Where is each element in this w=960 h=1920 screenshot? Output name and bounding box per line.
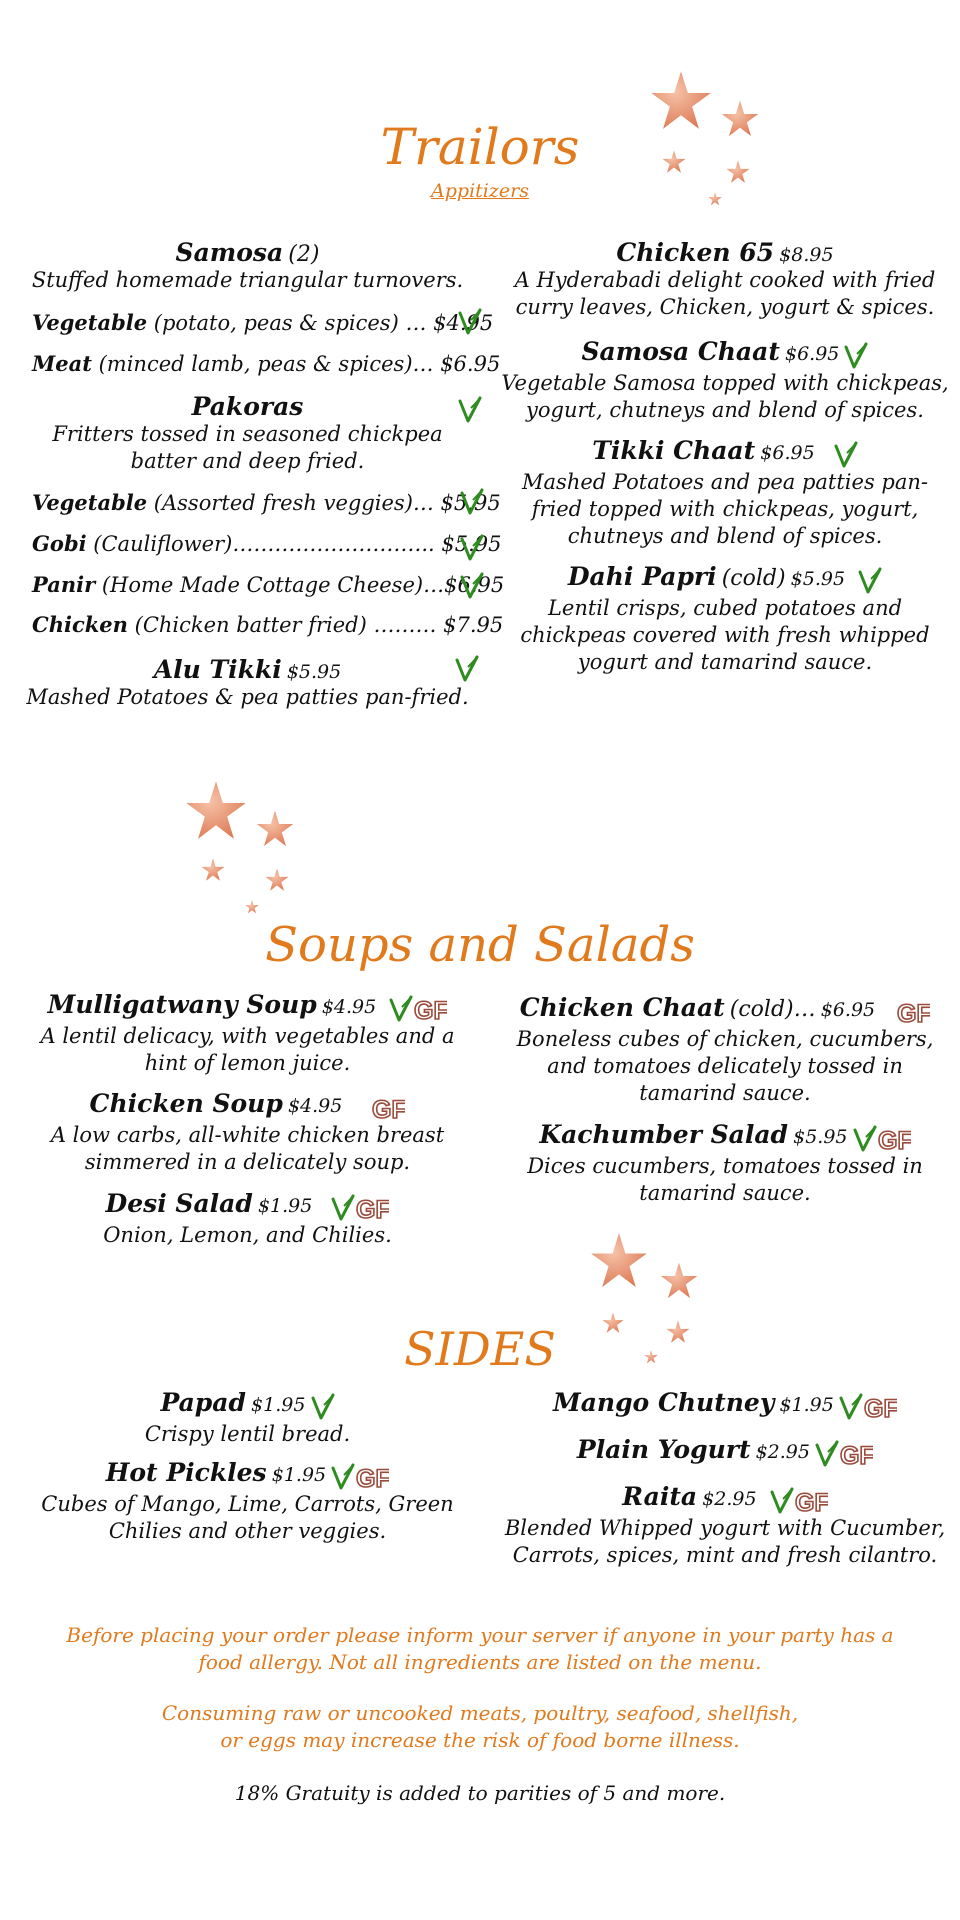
row-detail: (Cauliflower)……………………….. $5.95: [93, 532, 502, 556]
appetizers-title: Trailors: [380, 118, 580, 176]
item-desc-line: yogurt and tamarind sauce.: [577, 649, 873, 674]
item-desc-line: Blended Whipped yogurt with Cucumber,: [504, 1515, 946, 1540]
item-desc-line: chickpeas covered with fresh whipped: [520, 622, 930, 647]
item-price: $8.95: [779, 244, 834, 266]
gluten-free-icon: [839, 1440, 873, 1468]
item-price: $5.95: [286, 661, 342, 683]
item-desc: Mashed Potatoes & pea patties pan-fried.: [26, 685, 469, 709]
item-price: $5.95: [793, 1126, 848, 1148]
item-price: $6.95: [820, 999, 876, 1021]
gluten-free-icon: [413, 995, 447, 1023]
star-icon: [591, 1233, 647, 1287]
dahi-papri-item: [500, 562, 950, 676]
row-detail: (Home Made Cottage Cheese)…$6.95: [101, 573, 505, 597]
item-price: $1.95: [251, 1394, 306, 1416]
chicken-soup-item: [20, 1089, 475, 1176]
pakora-panir-row: [32, 572, 504, 598]
pakoras-item: [20, 392, 475, 475]
row-name: Gobi: [32, 531, 87, 556]
vegetarian-icon: [834, 441, 858, 469]
gluten-free-icon: [863, 1393, 897, 1421]
vegetarian-icon: [839, 1393, 863, 1421]
item-price: $1.95: [257, 1195, 313, 1217]
row-name: Panir: [32, 572, 96, 597]
vegetarian-icon: [331, 1194, 355, 1222]
row-name: Meat: [32, 351, 92, 376]
item-price: $1.95: [271, 1464, 327, 1486]
item-desc-line: chutneys and blend of spices.: [567, 523, 883, 548]
item-desc-line: A low carbs, all-white chicken breast: [50, 1122, 445, 1147]
vegetarian-icon: [853, 1125, 877, 1153]
samosa-item: [20, 238, 475, 294]
samosa-meat-row: [32, 351, 500, 377]
raita-item: [500, 1482, 950, 1569]
vegetarian-icon: [844, 342, 868, 370]
vegetarian-icon: [770, 1487, 794, 1515]
row-name: Chicken: [32, 612, 128, 637]
item-desc-line: Dices cucumbers, tomatoes tossed in: [527, 1153, 923, 1178]
vegetarian-icon: [311, 1393, 335, 1421]
item-name: Samosa Chaat: [581, 337, 780, 366]
kachumber-salad-item: [500, 1120, 950, 1207]
gluten-free-icon: [371, 1094, 405, 1122]
mango-chutney-item: [500, 1388, 950, 1421]
item-desc-line: Lentil crisps, cubed potatoes and: [547, 595, 903, 620]
item-name: Samosa: [175, 238, 284, 267]
item-desc: Stuffed homemade triangular turnovers.: [31, 268, 464, 292]
gluten-free-icon: [896, 998, 930, 1026]
vegetarian-icon: [460, 534, 484, 562]
item-desc-line: Mashed Potatoes and pea patties pan-: [522, 469, 928, 494]
row-name: Vegetable: [32, 310, 148, 335]
samosa-vegetable-row: [32, 310, 493, 336]
vegetarian-icon: [458, 396, 482, 424]
item-name: Chicken Soup: [89, 1089, 283, 1118]
plain-yogurt-item: [500, 1435, 950, 1468]
samosa-chaat-item: [500, 337, 950, 424]
item-desc-line: Cubes of Mango, Lime, Carrots, Green: [41, 1491, 454, 1516]
row-name: Vegetable: [32, 490, 148, 515]
item-desc-line: Vegetable Samosa topped with chickpeas,: [501, 370, 949, 395]
item-desc: Onion, Lemon, and Chilies.: [103, 1222, 392, 1247]
item-name: Dahi Papri: [567, 562, 717, 591]
star-icon: [265, 868, 288, 890]
appetizers-subtitle: Appitizers: [431, 180, 529, 202]
hot-pickles-item: [20, 1458, 475, 1545]
tikki-chaat-item: [500, 436, 950, 550]
item-desc-line: Chilies and other veggies.: [108, 1518, 387, 1543]
chicken-chaat-item: [500, 993, 950, 1107]
allergy-notice-line: Before placing your order please inform your server if anyone in your party has a: [66, 1623, 894, 1647]
soups-salads-title: Soups and Salads: [265, 917, 695, 973]
row-detail: (potato, peas & spices) … $4.95: [153, 311, 494, 335]
star-icon: [661, 1263, 697, 1298]
allergy-notice: [0, 1622, 960, 1676]
gratuity-note: 18% Gratuity is added to parities of 5 and more.: [234, 1781, 726, 1805]
item-desc-line: hint of lemon juice.: [144, 1050, 351, 1075]
vegetarian-icon: [858, 567, 882, 595]
gluten-free-icon: [877, 1125, 911, 1153]
item-price: $4.95: [287, 1095, 343, 1117]
item-name: Desi Salad: [105, 1189, 253, 1218]
vegetarian-icon: [455, 655, 479, 683]
item-name: Hot Pickles: [105, 1458, 267, 1487]
item-desc-line: batter and deep fried.: [130, 449, 365, 473]
item-name: Raita: [622, 1482, 698, 1511]
gluten-free-icon: [355, 1463, 389, 1491]
vegetarian-icon: [458, 308, 482, 336]
item-name: Papad: [160, 1388, 246, 1417]
mulligatwany-item: [20, 990, 475, 1077]
item-name: Kachumber Salad: [539, 1120, 789, 1149]
star-icon: [186, 781, 246, 839]
star-icon: [201, 858, 224, 880]
stars-decoration-middle: [185, 780, 305, 920]
raw-food-warning-line: Consuming raw or uncooked meats, poultry, seafood, shellfish,: [161, 1701, 799, 1725]
vegetarian-icon: [460, 572, 484, 600]
item-desc: Crispy lentil bread.: [144, 1421, 351, 1446]
row-detail: (minced lamb, peas & spices)… $6.95: [98, 352, 501, 376]
item-price: $6.95: [760, 442, 815, 464]
pakora-gobi-row: [32, 531, 501, 557]
papad-item: [20, 1388, 475, 1448]
star-icon: [245, 900, 258, 913]
item-desc-line: Carrots, spices, mint and fresh cilantro.: [512, 1542, 938, 1567]
item-desc-line: fried topped with chickpeas, yogurt,: [531, 496, 919, 521]
item-desc-line: Boneless cubes of chicken, cucumbers,: [516, 1026, 934, 1051]
item-desc-line: A lentil delicacy, with vegetables and a: [40, 1023, 455, 1048]
item-price: $4.95: [321, 996, 377, 1018]
allergy-notice-line: food allergy. Not all ingredients are listed on the menu.: [198, 1650, 762, 1674]
raw-food-warning: [0, 1700, 960, 1754]
item-desc-line: yogurt, chutneys and blend of spices.: [526, 397, 924, 422]
item-name: Pakoras: [191, 392, 304, 421]
row-detail: (Chicken batter fried) ……… $7.95: [134, 613, 504, 637]
pakora-vegetable-row: [32, 490, 501, 516]
item-name: Chicken Chaat: [519, 993, 725, 1022]
item-extra: (2): [288, 242, 320, 267]
item-price: $6.95: [784, 343, 840, 365]
vegetarian-icon: [331, 1463, 355, 1491]
item-extra: (cold): [721, 566, 786, 591]
item-name: Alu Tikki: [153, 655, 282, 684]
gluten-free-icon: [355, 1194, 389, 1222]
sides-title: SIDES: [404, 1322, 556, 1376]
item-desc-line: A Hyderabadi delight cooked with fried: [514, 268, 936, 292]
star-icon: [257, 811, 293, 846]
desi-salad-item: [20, 1189, 475, 1249]
item-price: $5.95: [790, 568, 846, 590]
item-desc-line: simmered in a delicately soup.: [84, 1149, 411, 1174]
vegetarian-icon: [815, 1440, 839, 1468]
item-name: Tikki Chaat: [592, 436, 756, 465]
alu-tikki-item: [20, 655, 475, 711]
item-price: $2.95: [755, 1441, 810, 1463]
item-name: Mango Chutney: [553, 1388, 775, 1417]
gluten-free-icon: [794, 1487, 828, 1515]
pakora-chicken-row: [32, 612, 503, 638]
item-desc-line: curry leaves, Chicken, yogurt & spices.: [515, 295, 935, 319]
item-desc-line: tamarind sauce.: [639, 1080, 811, 1105]
raw-food-warning-line: or eggs may increase the risk of food borne illness.: [220, 1728, 740, 1752]
row-detail: (Assorted fresh veggies)… $5.95: [153, 491, 501, 515]
item-name: Chicken 65: [616, 238, 775, 267]
item-price: $2.95: [702, 1488, 757, 1510]
item-desc-line: and tomatoes delicately tossed in: [547, 1053, 903, 1078]
vegetarian-icon: [460, 488, 484, 516]
item-desc-line: Fritters tossed in seasoned chickpea: [52, 422, 443, 446]
vegetarian-icon: [389, 995, 413, 1023]
item-extra: (cold)…: [729, 997, 816, 1022]
item-price: $1.95: [779, 1394, 834, 1416]
item-name: Mulligatwany Soup: [47, 990, 317, 1019]
item-desc-line: tamarind sauce.: [639, 1180, 811, 1205]
chicken-65-item: [500, 238, 950, 321]
item-name: Plain Yogurt: [576, 1435, 751, 1464]
